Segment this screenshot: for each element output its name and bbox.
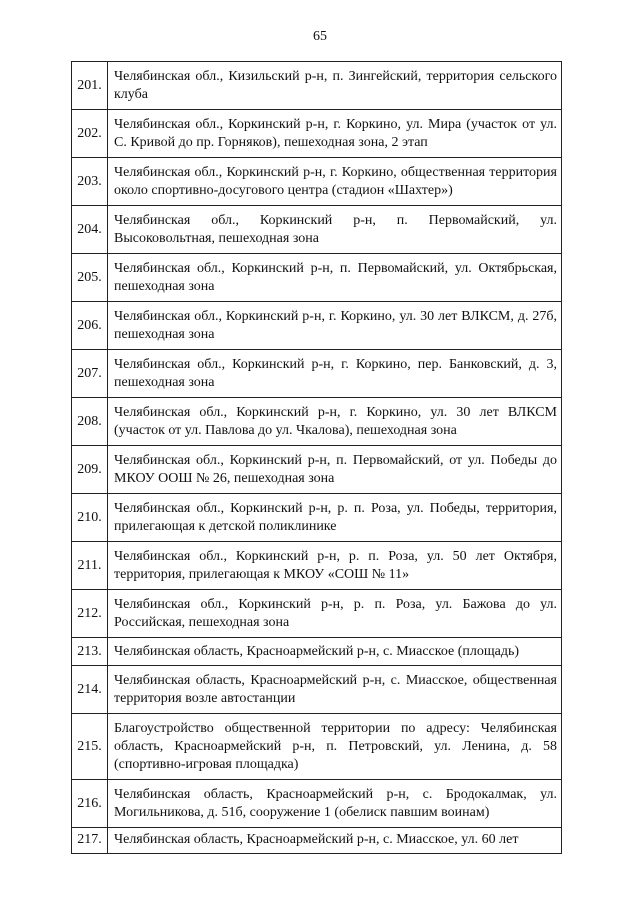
row-number: 214. [72,666,108,714]
table-row [72,494,562,542]
row-address: Челябинская обл., Коркинский р-н, г. Коркино, ул. Мира (участок от ул. С. Кривой до пр. Горняков), пешеходная зона, 2 этап [108,110,562,158]
table-row [72,828,562,854]
row-number: 211. [72,542,108,590]
table-row [72,158,562,206]
row-number: 201. [72,62,108,110]
table-row [72,590,562,638]
row-number: 209. [72,446,108,494]
row-number: 217. [72,828,108,854]
row-address: Челябинская обл., Коркинский р-н, р. п. Роза, ул. Бажова до ул. Российская, пешеходная зона [108,590,562,638]
row-address: Челябинская обл., Коркинский р-н, р. п. Роза, ул. 50 лет Октября, территория, прилегающая к МКОУ «СОШ № 11» [108,542,562,590]
row-address: Челябинская обл., Коркинский р-н, п. Первомайский, ул. Октябрьская, пешеходная зона [108,254,562,302]
table-row [72,62,562,110]
row-address: Челябинская обл., Коркинский р-н, г. Коркино, ул. 30 лет ВЛКСМ, д. 27б, пешеходная зона [108,302,562,350]
table-row [72,350,562,398]
objects-table [71,61,562,854]
row-address: Челябинская обл., Коркинский р-н, п. Первомайский, от ул. Победы до МКОУ ООШ № 26, пешеходная зона [108,446,562,494]
row-number: 216. [72,780,108,828]
row-number: 210. [72,494,108,542]
row-address: Челябинская область, Красноармейский р-н, с. Миасское, ул. 60 лет [108,828,562,854]
row-number: 212. [72,590,108,638]
page-number: 65 [313,29,327,44]
row-address: Челябинская обл., Коркинский р-н, г. Коркино, общественная территория около спортивно-досугового центра (стадион «Шахтер») [108,158,562,206]
row-address: Челябинская область, Красноармейский р-н, с. Миасское, общественная территория возле автостанции [108,666,562,714]
table-row [72,780,562,828]
row-number: 208. [72,398,108,446]
row-address: Челябинская обл., Кизильский р-н, п. Зингейский, территория сельского клуба [108,62,562,110]
row-address: Челябинская обл., Коркинский р-н, г. Коркино, ул. 30 лет ВЛКСМ (участок от ул. Павлова до ул. Чкалова), пешеходная зона [108,398,562,446]
row-number: 207. [72,350,108,398]
row-address: Челябинская обл., Коркинский р-н, г. Коркино, пер. Банковский, д. 3, пешеходная зона [108,350,562,398]
table-row [72,666,562,714]
row-address: Челябинская обл., Коркинский р-н, п. Первомайский, ул. Высоковольтная, пешеходная зона [108,206,562,254]
table-row [72,714,562,780]
table-row [72,206,562,254]
row-number: 215. [72,714,108,780]
row-address: Челябинская обл., Коркинский р-н, р. п. Роза, ул. Победы, территория, прилегающая к детской поликлинике [108,494,562,542]
table-row [72,638,562,666]
table-row [72,398,562,446]
row-address: Челябинская область, Красноармейский р-н, с. Миасское (площадь) [108,638,562,666]
row-number: 203. [72,158,108,206]
row-number: 206. [72,302,108,350]
table-row [72,302,562,350]
row-number: 205. [72,254,108,302]
table-row [72,446,562,494]
table-row [72,254,562,302]
row-address: Челябинская область, Красноармейский р-н, с. Бродокалмак, ул. Могильникова, д. 51б, сооружение 1 (обелиск павшим воинам) [108,780,562,828]
row-number: 204. [72,206,108,254]
row-number: 202. [72,110,108,158]
table-row [72,542,562,590]
row-number: 213. [72,638,108,666]
row-address: Благоустройство общественной территории по адресу: Челябинская область, Красноармейский р-н, п. Петровский, ул. Ленина, д. 58 (спортивно-игровая площадка) [108,714,562,780]
table-row [72,110,562,158]
